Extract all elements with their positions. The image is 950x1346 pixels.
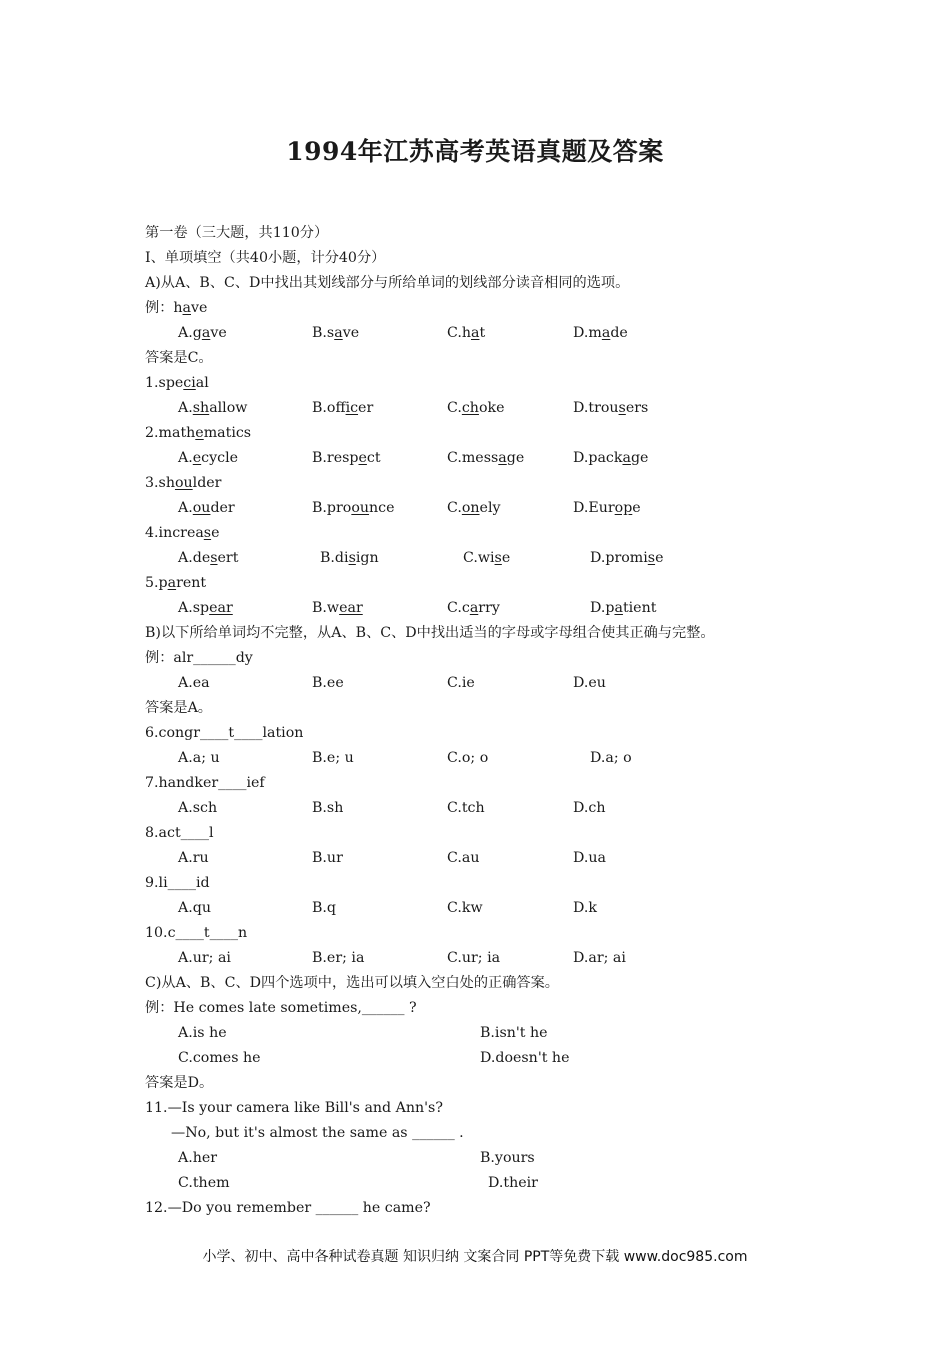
option-a: A.ru [178,850,209,866]
option-d: D.doesn't he [480,1050,570,1066]
option-b: B.save [312,325,360,341]
option-c: C.choke [447,400,505,416]
question-7-stem: 7.handker____ief [145,775,265,791]
question-5-stem: 5.parent [145,575,207,591]
question-8-options [145,846,845,871]
option-a: A.desert [178,550,239,566]
option-a: A.qu [178,900,211,916]
question-3-stem: 3.shoulder [145,475,222,491]
partA-example-options [145,321,845,346]
option-c: C.ie [447,675,475,691]
option-a: A.ouder [178,500,235,516]
question-7-options [145,796,845,821]
question-11-line2: —No, but it's almost the same as ______ . [171,1125,464,1141]
option-d: D.trousers [573,400,649,416]
partC-instruction: C)从A、B、C、D四个选项中，选出可以填入空白处的正确答案。 [145,975,559,991]
partA-instruction: A)从A、B、C、D中找出其划线部分与所给单词的划线部分读音相同的选项。 [145,275,630,291]
partB-example-answer: 答案是A。 [145,700,212,716]
question-11-line1: 11.—Is your camera like Bill's and Ann's? [145,1100,443,1116]
option-c: C.message [447,450,525,466]
question-11-options-row2 [145,1171,845,1196]
question-8-stem: 8.act____l [145,825,214,841]
option-a: A.ea [178,675,210,691]
option-d: D.ua [573,850,606,866]
question-6-options [145,746,845,771]
option-b: B.ur [312,850,343,866]
partB-example-stem: 例：alr______dy [145,650,253,666]
option-a: A.ecycle [178,450,239,466]
question-3-options [145,496,845,521]
partC-example-options-row2 [145,1046,845,1071]
option-b: B.sh [312,800,344,816]
option-a: A.gave [178,325,227,341]
option-b: B.er; ia [312,950,365,966]
option-a: A.is he [178,1025,227,1041]
question-4-options [145,546,845,571]
partC-example-options-row1 [145,1021,845,1046]
page-title: 1994年江苏高考英语真题及答案 [286,137,664,166]
question-2-stem: 2.mathematics [145,425,252,441]
option-b: B.wear [312,600,363,616]
option-c: C.tch [447,800,485,816]
partB-instruction: B)以下所给单词均不完整，从A、B、C、D中找出适当的字母或字母组合使其正确与完整。 [145,625,715,641]
question-4-stem: 4.increase [145,525,220,541]
option-d: D.their [488,1175,538,1191]
partC-example-stem: 例：He comes late sometimes,______ ? [145,1000,417,1016]
section-header: 第一卷（三大题，共110分） [145,225,329,241]
option-d: D.promise [590,550,664,566]
partC-example-answer: 答案是D。 [145,1075,214,1091]
option-d: D.made [573,325,628,341]
option-a: A.spear [178,600,233,616]
question-10-options [145,946,845,971]
option-d: D.eu [573,675,606,691]
exam-content [145,221,845,1221]
option-a: A.shallow [178,400,248,416]
option-c: C.hat [447,325,486,341]
footer-text: 小学、初中、高中各种试卷真题 知识归纳 文案合同 PPT等免费下载 www.doc985.com [202,1249,748,1265]
option-c: C.carry [447,600,500,616]
option-b: B.officer [312,400,374,416]
option-d: D.Europe [573,500,641,516]
option-d: D.ch [573,800,606,816]
option-b: B.disign [320,550,379,566]
question-10-stem: 10.c____t____n [145,925,248,941]
part1-header: I、单项填空（共40小题，计分40分） [145,250,386,266]
option-b: B.yours [480,1150,535,1166]
question-9-stem: 9.li____id [145,875,210,891]
question-1-options [145,396,845,421]
question-2-options [145,446,845,471]
option-d: D.patient [590,600,657,616]
option-a: A.her [178,1150,218,1166]
option-d: D.package [573,450,649,466]
option-d: D.k [573,900,597,916]
option-c: C.wise [463,550,511,566]
question-6-stem: 6.congr____t____lation [145,725,304,741]
option-b: B.ee [312,675,344,691]
partA-example-answer: 答案是C。 [145,350,213,366]
question-12-line1: 12.—Do you remember ______ he came? [145,1200,431,1216]
option-b: B.e; u [312,750,354,766]
option-b: B.isn't he [480,1025,548,1041]
option-d: D.ar; ai [573,950,626,966]
question-5-options [145,596,845,621]
option-b: B.respect [312,450,381,466]
option-d: D.a; o [590,750,632,766]
option-b: B.proounce [312,500,395,516]
question-1-stem: 1.special [145,375,209,391]
option-a: A.a; u [178,750,220,766]
option-c: C.au [447,850,480,866]
option-a: A.ur; ai [178,950,231,966]
question-11-options-row1 [145,1146,845,1171]
option-c: C.onely [447,500,501,516]
option-c: C.o; o [447,750,489,766]
option-c: C.kw [447,900,483,916]
option-b: B.q [312,900,337,916]
question-9-options [145,896,845,921]
partA-example-stem: 例：have [145,300,208,316]
option-c: C.them [178,1175,230,1191]
option-a: A.sch [178,800,218,816]
partB-example-options [145,671,845,696]
option-c: C.ur; ia [447,950,501,966]
option-c: C.comes he [178,1050,261,1066]
